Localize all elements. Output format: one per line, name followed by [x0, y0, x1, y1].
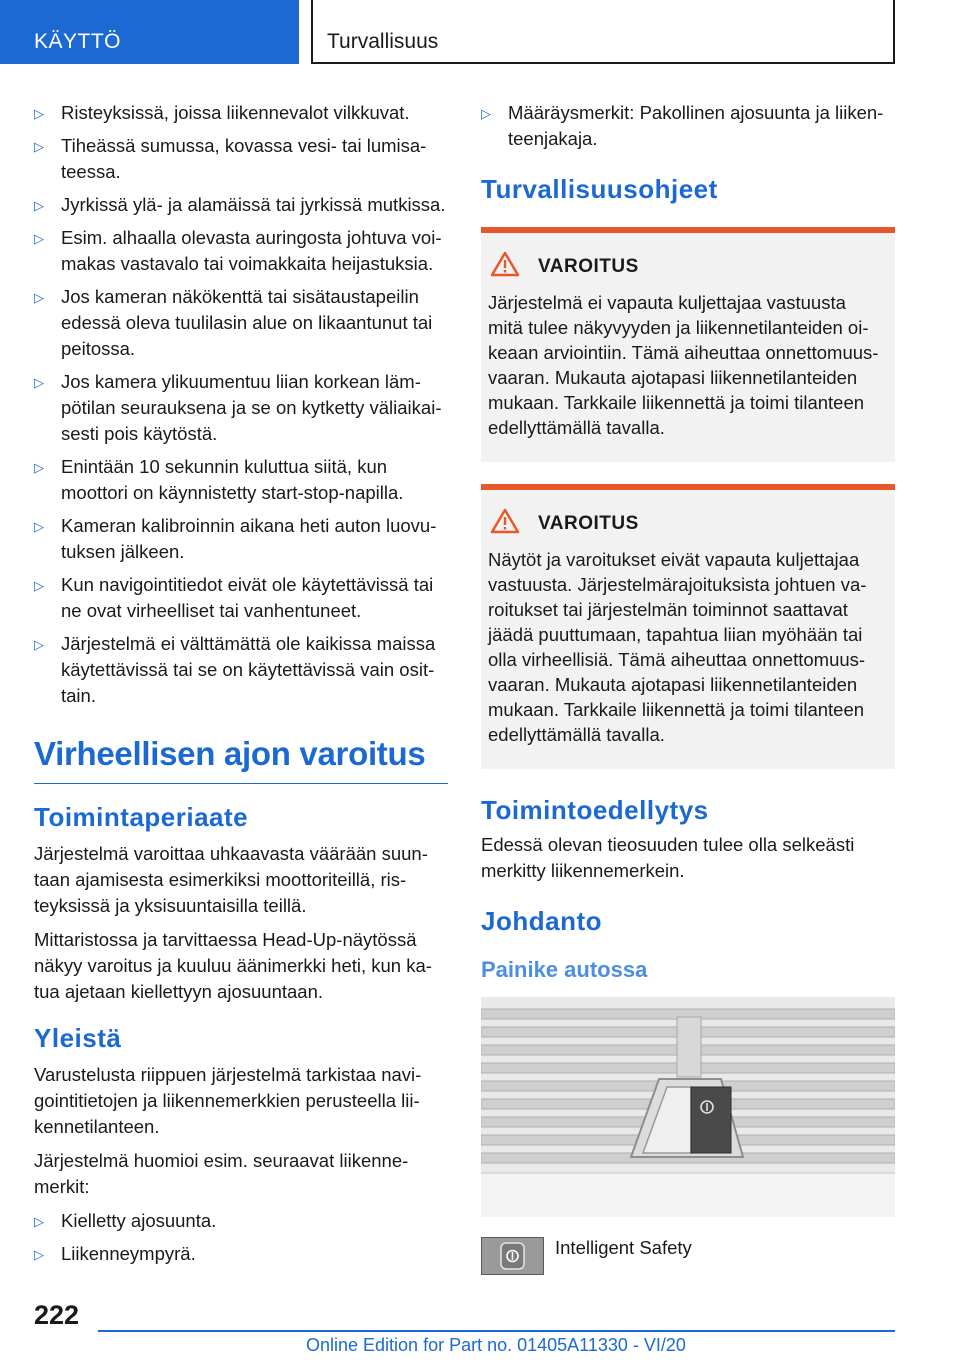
condition-paragraph: Edessä olevan tieosuuden tulee olla selkeästi merkitty liikennemerkein. [481, 834, 855, 881]
triangle-bullet-icon: ▷ [34, 375, 44, 390]
condition-list [34, 100, 448, 709]
intro-heading: Johdanto [481, 906, 602, 936]
section-header [311, 0, 895, 64]
list-item: ▷ Jos kameran näkökenttä tai sisätaustapeilin edessä oleva tuulilasin alue on likaantunut tai peitossa. [34, 286, 433, 359]
list-item: ▷ Jos kamera ylikuumentuu liian korkean läm-pötilan seurauksena ja se on kytketty väliaikai-sesti pois käytöstä. [34, 371, 442, 444]
triangle-bullet-icon: ▷ [34, 231, 44, 246]
list-item: ▷ Kameran kalibroinnin aikana heti auton luovu-tuksen jälkeen. [34, 515, 437, 562]
general-heading: Yleistä [34, 1023, 122, 1053]
page-number: 222 [34, 1300, 80, 1330]
principle-heading: Toimintaperiaate [34, 802, 249, 832]
page-title: Virheellisen ajon varoitus [34, 735, 448, 784]
triangle-bullet-icon: ▷ [34, 1247, 44, 1262]
triangle-bullet-icon: ▷ [34, 139, 44, 154]
triangle-bullet-icon: ▷ [34, 637, 44, 652]
list-item: ▷ Jyrkissä ylä- ja alamäissä tai jyrkissä mutkissa. [34, 192, 448, 218]
warning-triangle-icon [490, 508, 526, 539]
triangle-bullet-icon: ▷ [34, 290, 44, 305]
chapter-label: KÄYTTÖ [34, 30, 122, 53]
button-heading: Painike autossa [481, 957, 648, 982]
principle-paragraph-2: Mittaristossa ja tarvittaessa Head-Up-näytössä näkyy varoitus ja kuuluu äänimerkki heti, kun ka-tua ajetaan kiellettyyn ajosuuntaan. [34, 929, 432, 1002]
list-item: ▷ Liikenneympyrä. [34, 1241, 448, 1267]
list-item: ▷ Tiheässä sumussa, kovassa vesi- tai lumisa-teessa. [34, 135, 427, 182]
warning-title: VAROITUS [538, 512, 639, 534]
list-item: ▷ Kielletty ajosuunta. [34, 1208, 448, 1234]
list-item: ▷ Kun navigointitiedot eivät ole käytettävissä tai ne ovat virheelliset tai vanhentuneet. [34, 574, 434, 621]
sign-list [34, 1208, 448, 1267]
button-label: Intelligent Safety [555, 1237, 692, 1258]
right-column [481, 100, 895, 1275]
triangle-bullet-icon: ▷ [481, 106, 491, 121]
warning-text: Näytöt ja varoitukset eivät vapauta kuljettajaa vastuusta. Järjestelmärajoituksista johtuen va-roitukset tai järjestelmän toiminnot saattavat jäädä puuttumaan, tapahtua liian myöhään tai olla virheellisiä. Tämä aiheuttaa onnettomuus-vaaran. Mukauta ajotapasi liikennetilanteiden mukaan. Tarkkaile liikennettä ja toimi tilanteen edellyttämällä tavalla. [488, 549, 867, 745]
warning-title: VAROITUS [538, 255, 639, 277]
intelligent-safety-button-icon[interactable] [481, 1237, 544, 1275]
triangle-bullet-icon: ▷ [34, 1214, 44, 1229]
list-item: ▷ Määräysmerkit: Pakollinen ajosuunta ja liiken-teenjakaja. [481, 102, 884, 149]
list-item: ▷ Esim. alhaalla olevasta auringosta johtuva voi-makas vastavalo tai voimakkaita heijastuksia. [34, 227, 442, 274]
triangle-bullet-icon: ▷ [34, 519, 44, 534]
safety-heading: Turvallisuusohjeet [481, 174, 718, 204]
condition-heading: Toimintoedellytys [481, 795, 709, 825]
button-legend [481, 1237, 895, 1275]
warning-box [481, 484, 895, 769]
list-item: ▷ Järjestelmä ei välttämättä ole kaikissa maissa käytettävissä tai se on käytettävissä vain osit-tain. [34, 633, 436, 706]
triangle-bullet-icon: ▷ [34, 198, 44, 213]
principle-paragraph-1: Järjestelmä varoittaa uhkaavasta väärään suun-taan ajamisesta esimerkiksi moottoriteillä, ris-teyksissä ja yksisuuntaisilla teillä. [34, 843, 428, 916]
section-label: Turvallisuus [327, 30, 439, 53]
footer-edition: Online Edition for Part no. 01405A11330 - VI/20 [306, 1335, 686, 1355]
button-photo [481, 997, 895, 1217]
list-item: ▷ Enintään 10 sekunnin kuluttua siitä, kun moottori on käynnistetty start-stop-napilla. [34, 456, 404, 503]
sign-list-continued [481, 100, 895, 152]
general-paragraph-2: Järjestelmä huomioi esim. seuraavat liikenne-merkit: [34, 1150, 409, 1197]
list-item: ▷ Risteyksissä, joissa liikennevalot vilkkuvat. [34, 100, 448, 126]
left-column [34, 100, 448, 1274]
warning-triangle-icon [490, 251, 526, 282]
triangle-bullet-icon: ▷ [34, 460, 44, 475]
chapter-tab[interactable] [0, 0, 299, 64]
footer-divider [98, 1330, 895, 1332]
warning-text: Järjestelmä ei vapauta kuljettajaa vastuusta mitä tulee näkyvyyden ja liikennetilanteiden oi-keaan arviointiin. Tämä aiheuttaa onnettomuus-vaaran. Mukauta ajotapasi liikennetilanteiden mukaan. Tarkkaile liikennettä ja toimi tilanteen edellyttämällä tavalla. [488, 292, 879, 438]
general-paragraph-1: Varustelusta riippuen järjestelmä tarkistaa navi-gointitietojen ja liikennemerkkien perusteella lii-kennetilanteen. [34, 1064, 422, 1137]
triangle-bullet-icon: ▷ [34, 578, 44, 593]
triangle-bullet-icon: ▷ [34, 106, 44, 121]
warning-box [481, 227, 895, 462]
